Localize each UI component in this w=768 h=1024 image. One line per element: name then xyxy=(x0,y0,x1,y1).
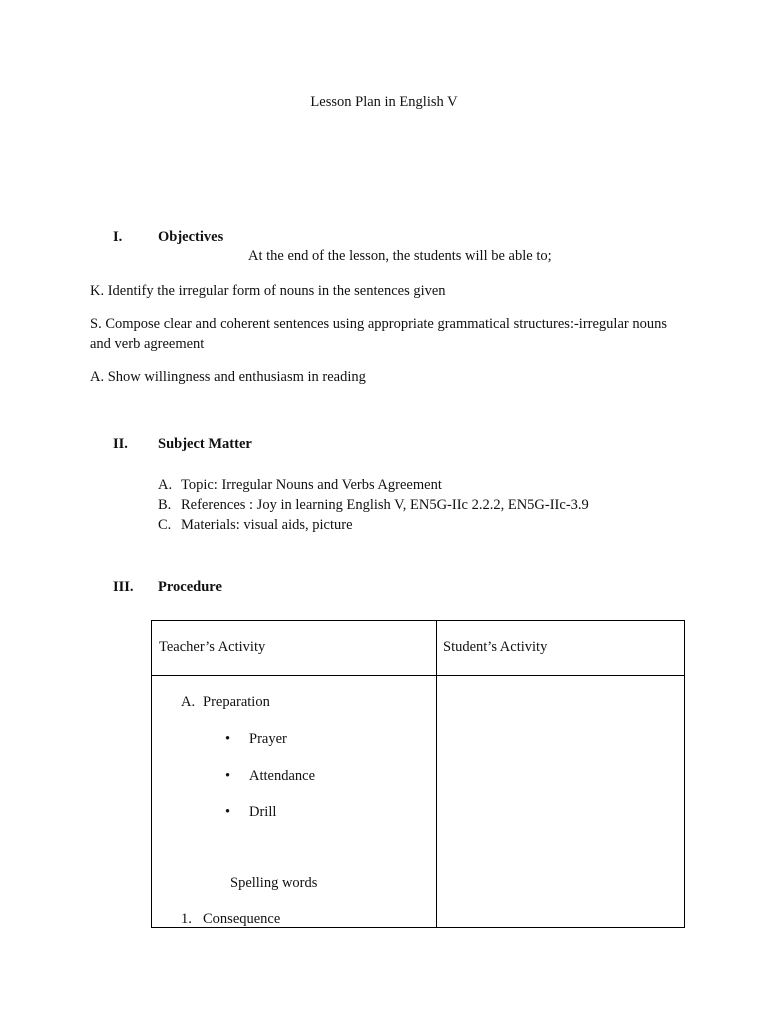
column-header-teacher: Teacher’s Activity xyxy=(159,639,266,655)
section-numeral-subject-matter: II. xyxy=(113,436,128,452)
subject-matter-item xyxy=(158,515,353,535)
list-number: 1. xyxy=(181,911,192,927)
subject-matter-text: References : Joy in learning English V, EN5G-IIc 2.2.2, EN5G-IIc-3.9 xyxy=(181,497,589,513)
objective-skill: S. Compose clear and coherent sentences using appropriate grammatical structures:-irregular nouns and verb agreement xyxy=(90,316,667,352)
procedure-table xyxy=(151,620,685,928)
objectives-intro: At the end of the lesson, the students will be able to; xyxy=(248,248,552,264)
preparation-heading xyxy=(181,692,270,712)
bullet-icon: • xyxy=(225,804,231,820)
subject-matter-text: Topic: Irregular Nouns and Verbs Agreement xyxy=(181,477,442,493)
list-letter: C. xyxy=(158,517,172,533)
list-letter: B. xyxy=(158,497,172,513)
list-letter: A. xyxy=(181,694,196,710)
column-header-student: Student’s Activity xyxy=(443,639,548,655)
table-header-divider xyxy=(152,675,684,676)
table-column-divider xyxy=(436,621,437,927)
section-numeral-objectives: I. xyxy=(113,229,123,245)
subject-matter-item xyxy=(158,475,442,495)
spelling-word-item xyxy=(181,909,280,929)
bullet-icon: • xyxy=(225,731,231,747)
bullet-icon: • xyxy=(225,768,231,784)
objective-knowledge: K. Identify the irregular form of nouns in the sentences given xyxy=(90,283,446,299)
list-item xyxy=(225,766,315,786)
section-numeral-procedure: III. xyxy=(113,579,134,595)
list-item xyxy=(225,802,276,822)
list-letter: A. xyxy=(158,477,173,493)
bullet-text: Drill xyxy=(249,804,277,820)
spelling-words-label: Spelling words xyxy=(230,875,318,891)
bullet-text: Attendance xyxy=(249,768,316,784)
section-title-subject-matter: Subject Matter xyxy=(158,436,252,452)
objective-attitude: A. Show willingness and enthusiasm in reading xyxy=(90,369,366,385)
subject-matter-item xyxy=(158,495,589,515)
section-title-procedure: Procedure xyxy=(158,579,222,595)
spelling-word: Consequence xyxy=(203,911,281,927)
section-title-objectives: Objectives xyxy=(158,229,224,245)
subject-matter-text: Materials: visual aids, picture xyxy=(181,517,353,533)
list-item xyxy=(225,729,287,749)
document-title: Lesson Plan in English V xyxy=(310,94,458,110)
preparation-label: Preparation xyxy=(203,694,270,710)
bullet-text: Prayer xyxy=(249,731,287,747)
